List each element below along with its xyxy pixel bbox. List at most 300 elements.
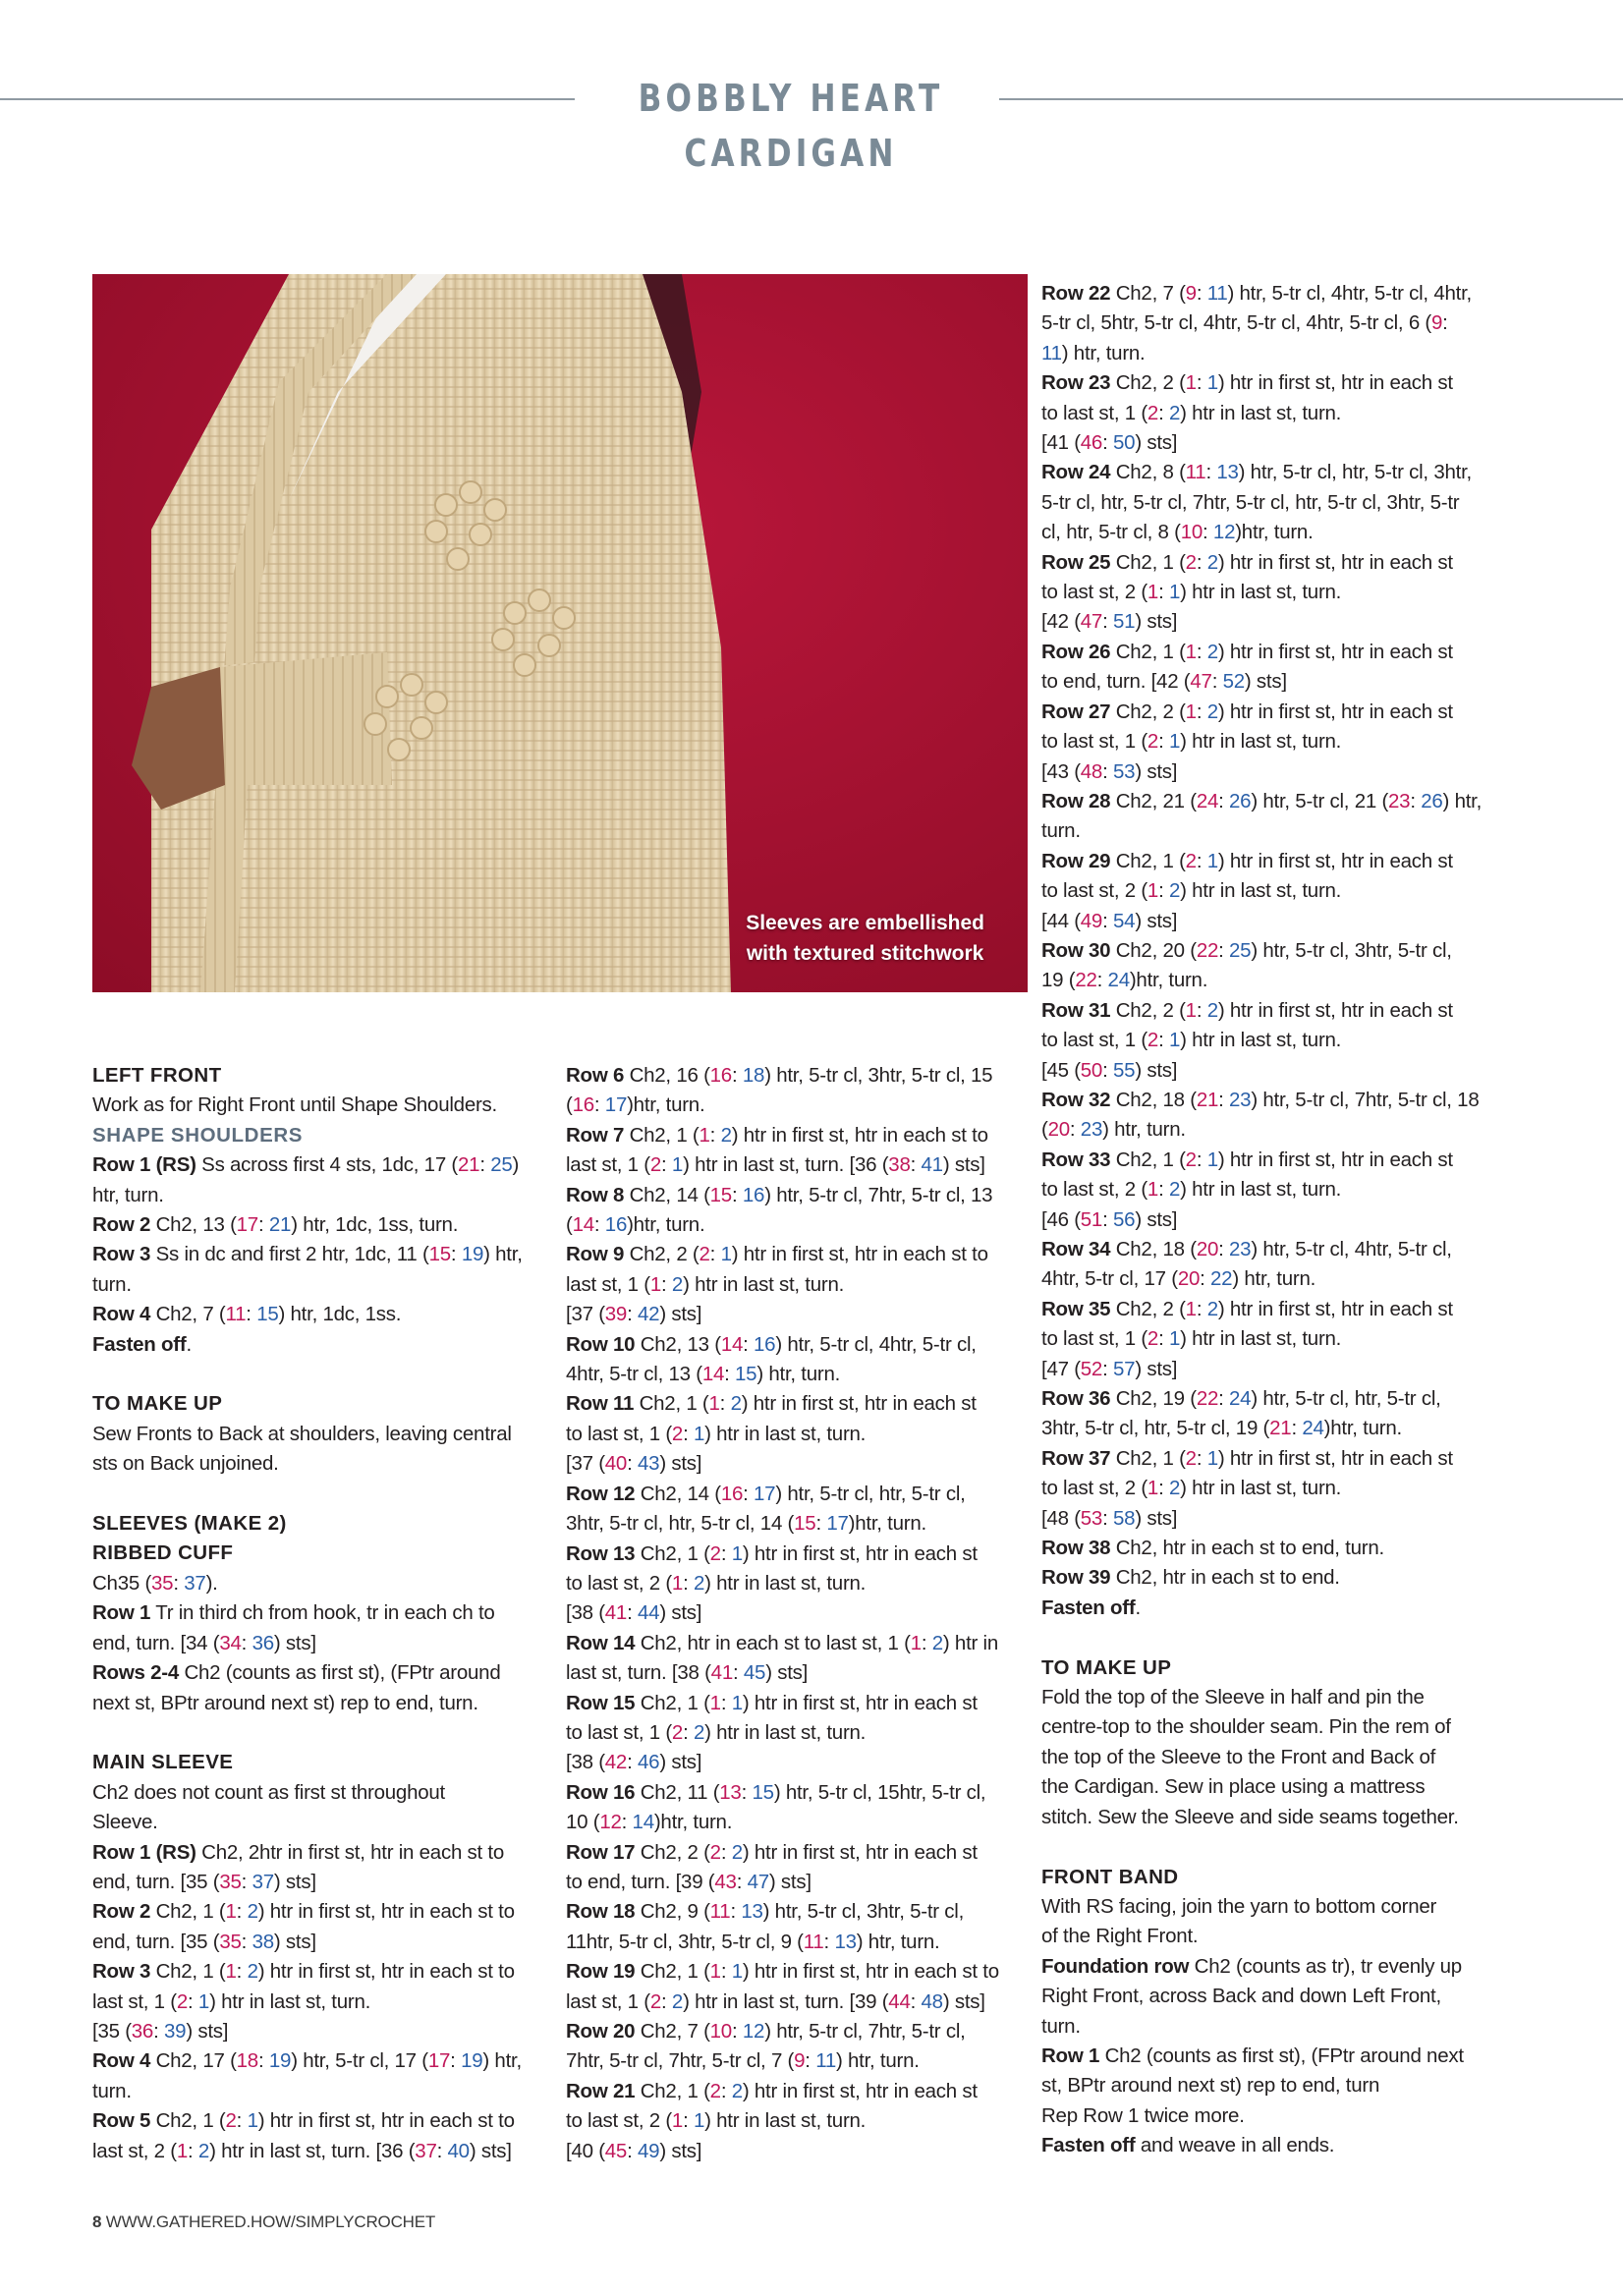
instruction-text: ) htr in first st, htr in each st xyxy=(1217,998,1453,1022)
pattern-column-left xyxy=(92,1061,534,2166)
size-value: 1 xyxy=(247,2109,258,2133)
instruction-text: [48 ( xyxy=(1041,1506,1081,1530)
instruction-text: ) sts] xyxy=(1135,1207,1178,1231)
size-value: 2 xyxy=(693,1571,705,1595)
row-label: Row 31 xyxy=(1041,998,1111,1022)
size-value: 42 xyxy=(638,1303,660,1326)
instruction-text: ) htr, xyxy=(1442,789,1483,812)
instruction-text: : xyxy=(593,1213,605,1237)
pattern-line xyxy=(566,2106,1018,2136)
instruction-text: [40 ( xyxy=(566,2139,605,2162)
row-label: Row 1 xyxy=(92,1601,151,1625)
instruction-text: ) htr, 5-tr cl, 21 ( xyxy=(1251,789,1389,812)
size-value: 1 xyxy=(693,1422,705,1445)
row-label: Row 7 xyxy=(566,1123,625,1147)
pattern-line xyxy=(1041,1384,1493,1414)
size-value: 23 xyxy=(1229,1238,1252,1260)
pattern-line xyxy=(92,1629,534,1658)
row-label: Row 23 xyxy=(1041,371,1111,395)
instruction-text: Ch2, 13 ( xyxy=(150,1213,237,1237)
size-value: 22 xyxy=(1075,969,1097,992)
instruction-text: With RS facing, join the yarn to bottom corner xyxy=(1041,1894,1437,1918)
instruction-text: [41 ( xyxy=(1041,431,1081,455)
size-value: 13 xyxy=(741,1900,763,1924)
instruction-text: ) htr in first st, htr in each st to xyxy=(257,1960,515,1984)
pattern-line xyxy=(1041,1892,1493,1922)
size-value: 45 xyxy=(743,1661,766,1685)
size-value: 2 xyxy=(649,1989,662,2013)
size-value: 2 xyxy=(1206,1297,1218,1320)
size-value: 1 xyxy=(731,1691,743,1714)
size-value: 17 xyxy=(826,1512,849,1536)
instruction-text: ) htr in first st, htr in each st to xyxy=(731,1123,988,1147)
pattern-line xyxy=(1041,1175,1493,1204)
instruction-text: ) htr, 5-tr cl, 4htr, 5-tr cl, 4htr, xyxy=(1227,282,1472,305)
caption-line: Sleeves are embellished xyxy=(746,912,984,934)
instruction-text: 19 ( xyxy=(1041,969,1076,992)
instruction-text: Ch2, 18 ( xyxy=(1110,1238,1197,1260)
size-value: 1 xyxy=(1168,1029,1181,1052)
size-value: 1 xyxy=(731,1960,743,1984)
size-value: 2 xyxy=(1206,550,1218,574)
pattern-line xyxy=(92,2137,534,2166)
row-label: Row 8 xyxy=(566,1183,625,1206)
instruction-text: [42 ( xyxy=(1041,610,1081,634)
size-value: 2 xyxy=(730,1392,742,1416)
size-value: 44 xyxy=(638,1601,660,1625)
size-value: 52 xyxy=(1080,1357,1103,1380)
size-value: 12 xyxy=(1212,521,1236,544)
instruction-text: [45 ( xyxy=(1041,1058,1081,1082)
instruction-text: : xyxy=(736,1870,748,1893)
instruction-text: : xyxy=(921,1631,932,1654)
instruction-text: Ch2, 1 ( xyxy=(624,1123,700,1147)
instruction-text: [47 ( xyxy=(1041,1357,1081,1380)
instruction-text: Ch2, 1 ( xyxy=(1110,1148,1186,1171)
size-value: 1 xyxy=(671,2109,684,2133)
pattern-line xyxy=(566,1988,1018,2017)
instruction-text: : xyxy=(720,1541,732,1565)
pattern-line xyxy=(1041,428,1493,458)
instruction-text: : xyxy=(1196,371,1207,395)
instruction-text: last st, 1 ( xyxy=(566,1989,650,2013)
instruction-text: [46 ( xyxy=(1041,1207,1081,1231)
pattern-line xyxy=(1041,578,1493,607)
instruction-text: 5-tr cl, 5htr, 5-tr cl, 4htr, 5-tr cl, 4htr, 5-tr cl, 6 ( xyxy=(1041,311,1431,335)
pattern-line xyxy=(1041,1264,1493,1294)
instruction-text: Ch2, htr in each st to last st, 1 ( xyxy=(635,1631,911,1654)
instruction-text: : xyxy=(236,1960,248,1984)
pattern-line xyxy=(566,1509,1018,1539)
row-label: Row 6 xyxy=(566,1064,625,1087)
instruction-text: Ch2, 2htr in first st, htr in each st to xyxy=(196,1840,505,1864)
instruction-text: ) sts] xyxy=(186,2019,229,2043)
instruction-text: Ch2, 1 ( xyxy=(150,2109,226,2133)
size-value: 17 xyxy=(754,1482,776,1505)
instruction-text: ) htr in last st, turn. xyxy=(1180,1178,1342,1202)
pattern-line xyxy=(92,1928,534,1957)
pattern-line xyxy=(1041,667,1493,697)
size-value: 1 xyxy=(1147,879,1159,903)
instruction-text: to end, turn. [42 ( xyxy=(1041,670,1191,694)
size-value: 24 xyxy=(1107,969,1130,992)
size-value: 15 xyxy=(752,1780,774,1804)
instruction-text: : xyxy=(720,1960,732,1984)
instruction-text: : xyxy=(1196,1297,1207,1320)
size-value: 2 xyxy=(1185,1148,1197,1171)
instruction-text: to last st, 2 ( xyxy=(1041,879,1147,903)
pattern-line xyxy=(566,1540,1018,1569)
row-label: Row 24 xyxy=(1041,461,1111,484)
pattern-line xyxy=(1041,1235,1493,1264)
size-value: 48 xyxy=(1080,759,1103,783)
instruction-text: : xyxy=(627,1303,638,1326)
instruction-text: : xyxy=(257,1213,269,1237)
instruction-text: ) htr, 5-tr cl, 3htr, 5-tr cl, 15 xyxy=(764,1064,993,1087)
instruction-text: ) sts] xyxy=(1135,1357,1178,1380)
instruction-text: : xyxy=(627,1452,638,1476)
instruction-text: Ch2, 19 ( xyxy=(1110,1387,1197,1411)
instruction-text: : xyxy=(627,1751,638,1774)
size-value: 2 xyxy=(693,1720,705,1744)
instruction-text: : xyxy=(1069,1118,1081,1142)
instruction-text: ) sts] xyxy=(1135,431,1178,455)
pattern-line xyxy=(566,1389,1018,1419)
pattern-line xyxy=(1041,607,1493,637)
pattern-line xyxy=(1041,876,1493,906)
size-value: 1 xyxy=(1168,1327,1181,1351)
size-value: 34 xyxy=(219,1631,242,1654)
size-value: 2 xyxy=(197,2139,210,2162)
size-value: 2 xyxy=(699,1243,710,1266)
instruction-text: ). xyxy=(205,1571,218,1595)
instruction-text: ) htr, 1dc, 1ss, turn. xyxy=(291,1213,459,1237)
instruction-text: : xyxy=(1196,1148,1207,1171)
size-value: 1 xyxy=(1206,371,1218,395)
pattern-line xyxy=(92,1988,534,2017)
pattern-line xyxy=(566,2137,1018,2166)
pattern-line xyxy=(566,1928,1018,1957)
instruction-text: Ss in dc and first 2 htr, 1dc, 11 ( xyxy=(150,1243,429,1266)
photo-caption xyxy=(746,908,984,969)
pattern-line xyxy=(1041,757,1493,787)
instruction-text: sts on Back unjoined. xyxy=(92,1452,279,1476)
size-value: 17 xyxy=(604,1093,628,1117)
instruction-text: ) htr in first st, htr in each st xyxy=(1217,700,1453,723)
size-value: 1 xyxy=(1185,998,1197,1022)
pattern-line xyxy=(566,1300,1018,1329)
pattern-line xyxy=(92,1270,534,1300)
page-footer xyxy=(92,2212,435,2232)
instruction-text: ) htr in first st, htr in each st to xyxy=(257,2109,515,2133)
instruction-text: ) htr in last st, turn. xyxy=(1180,1477,1342,1500)
row-label: Rows 2-4 xyxy=(92,1661,179,1685)
size-value: 10 xyxy=(1180,521,1203,544)
size-value: 1 xyxy=(731,1541,743,1565)
instruction-text: : xyxy=(1096,969,1108,992)
instruction-text: ) htr, xyxy=(482,2049,522,2073)
size-value: 1 xyxy=(1168,730,1181,754)
size-value: 50 xyxy=(1113,431,1136,455)
instruction-text: : xyxy=(627,2139,638,2162)
size-value: 11 xyxy=(709,1900,731,1924)
row-label: Row 35 xyxy=(1041,1297,1111,1320)
pattern-line xyxy=(1041,2012,1493,2042)
instruction-text: : xyxy=(450,2049,462,2073)
instruction-text: : xyxy=(1158,401,1169,424)
instruction-text: ) htr in first st, htr in each st xyxy=(1217,1446,1453,1470)
instruction-text: 3htr, 5-tr cl, htr, 5-tr cl, 19 ( xyxy=(1041,1417,1270,1440)
size-value: 49 xyxy=(1080,909,1103,932)
instruction-text: Ch2, 1 ( xyxy=(635,2079,710,2102)
instruction-text: : xyxy=(436,2139,448,2162)
instruction-text: Ch2, 9 ( xyxy=(635,1900,710,1924)
instruction-text: : xyxy=(1158,879,1169,903)
size-value: 15 xyxy=(735,1363,757,1386)
pattern-line xyxy=(566,2077,1018,2106)
pattern-line xyxy=(566,1181,1018,1210)
instruction-text: 4htr, 5-tr cl, 17 ( xyxy=(1041,1267,1178,1291)
instruction-text: ) htr in first st, htr in each st to xyxy=(257,1900,515,1924)
instruction-text: : xyxy=(593,1093,605,1117)
row-label: Row 5 xyxy=(92,2109,151,2133)
instruction-text: Ch2, 14 ( xyxy=(624,1183,710,1206)
instruction-text: ) htr, 5-tr cl, 15htr, 5-tr cl, xyxy=(773,1780,986,1804)
pattern-line xyxy=(92,1300,534,1329)
header-rule-left xyxy=(0,98,575,100)
size-value: 1 xyxy=(1185,640,1197,663)
pattern-column-middle xyxy=(566,1061,1018,2166)
size-value: 41 xyxy=(604,1601,628,1625)
section-heading: TO MAKE UP xyxy=(1041,1655,1172,1679)
size-value: 45 xyxy=(604,2139,628,2162)
row-label: Row 33 xyxy=(1041,1148,1111,1171)
row-label: Row 20 xyxy=(566,2020,636,2043)
size-value: 42 xyxy=(604,1751,628,1774)
size-value: 19 xyxy=(268,2049,292,2073)
pattern-line xyxy=(1041,847,1493,876)
pattern-line xyxy=(1041,1444,1493,1474)
instruction-text: ) htr, 5-tr cl, 7htr, 5-tr cl, 18 xyxy=(1251,1088,1480,1111)
pattern-line xyxy=(1041,2101,1493,2131)
instruction-text: : xyxy=(683,1720,694,1744)
instruction-text: ) sts] xyxy=(273,1930,316,1953)
pattern-line xyxy=(1041,1146,1493,1175)
size-value: 16 xyxy=(742,1183,765,1206)
pattern-line xyxy=(1041,727,1493,756)
size-value: 39 xyxy=(164,2019,187,2043)
pattern-line xyxy=(1041,1086,1493,1115)
instruction-text: : xyxy=(1196,700,1207,723)
row-label: Row 13 xyxy=(566,1541,636,1565)
size-value: 22 xyxy=(1196,938,1219,962)
instruction-text: : xyxy=(1205,461,1217,484)
size-value: 1 xyxy=(225,1960,237,1984)
size-value: 15 xyxy=(794,1512,816,1536)
size-value: 2 xyxy=(1147,1029,1159,1052)
size-value: 15 xyxy=(428,1243,451,1266)
instruction-text: Ch2, 2 ( xyxy=(1110,700,1186,723)
cardigan-photo xyxy=(92,274,1028,992)
size-value: 25 xyxy=(1229,938,1252,962)
pattern-line xyxy=(92,1240,534,1269)
section-heading: LEFT FRONT xyxy=(92,1064,222,1087)
pattern-line xyxy=(1041,1712,1493,1742)
instruction-text: )htr, turn. xyxy=(1129,969,1208,992)
instruction-text: ) sts] xyxy=(1135,610,1178,634)
size-value: 13 xyxy=(1216,461,1239,484)
size-value: 14 xyxy=(720,1332,744,1356)
caption-line: with textured stitchwork xyxy=(746,942,984,965)
pattern-line xyxy=(92,1420,534,1449)
size-value: 19 xyxy=(461,1243,484,1266)
instruction-text: [37 ( xyxy=(566,1303,605,1326)
size-value: 49 xyxy=(638,2139,660,2162)
instruction-text: : xyxy=(683,1571,694,1595)
row-label: Row 39 xyxy=(1041,1566,1111,1590)
instruction-text: ) sts] xyxy=(942,1989,985,2013)
pattern-line xyxy=(1041,1534,1493,1563)
size-value: 1 xyxy=(709,1960,721,1984)
instruction-text: : xyxy=(683,1422,694,1445)
size-value: 35 xyxy=(219,1930,242,1953)
size-value: 2 xyxy=(247,1900,258,1924)
instruction-text: ) htr in last st, turn. [36 ( xyxy=(209,2139,416,2162)
instruction-text: Ch2 does not count as first st throughout xyxy=(92,1780,445,1804)
instruction-text: )htr, turn. xyxy=(848,1512,926,1536)
instruction-text: ) htr, turn. xyxy=(1102,1118,1186,1142)
size-value: 54 xyxy=(1113,909,1136,932)
instruction-text: )htr, turn. xyxy=(627,1093,705,1117)
instruction-text: and weave in all ends. xyxy=(1135,2134,1335,2157)
instruction-text: ) htr in last st, turn. xyxy=(704,1720,867,1744)
pattern-line xyxy=(92,2106,534,2136)
size-value: 21 xyxy=(458,1153,480,1177)
pattern-line xyxy=(566,1748,1018,1777)
instruction-text: )htr, turn. xyxy=(627,1213,705,1237)
instruction-text: Right Front, across Back and down Left Front, xyxy=(1041,1985,1441,2008)
row-label: Row 2 xyxy=(92,1213,151,1237)
instruction-text: ) htr, 5-tr cl, 4htr, 5-tr cl, xyxy=(1251,1238,1452,1260)
pattern-line xyxy=(1041,548,1493,578)
size-value: 2 xyxy=(720,1123,732,1147)
size-value: 2 xyxy=(709,2079,721,2102)
instruction-text: to last st, 1 ( xyxy=(1041,730,1147,754)
pattern-line xyxy=(1041,1803,1493,1832)
size-value: 1 xyxy=(1147,581,1159,604)
instruction-text: ) htr, 5-tr cl, 17 ( xyxy=(291,2049,428,2073)
instruction-text: ) htr in first st, htr in each st xyxy=(741,1392,977,1416)
instruction-text: : xyxy=(743,1332,755,1356)
instruction-text: 10 ( xyxy=(566,1811,600,1834)
instruction-text: ) htr, turn. xyxy=(856,1930,940,1953)
pattern-line xyxy=(566,1240,1018,1269)
instruction-text: ) htr, turn. xyxy=(1061,341,1146,364)
instruction-text: : xyxy=(1102,909,1113,932)
pattern-line xyxy=(92,1838,534,1868)
instruction-text: Ch2, 1 ( xyxy=(635,1691,710,1714)
instruction-text: : xyxy=(1158,1327,1169,1351)
size-value: 47 xyxy=(1190,670,1212,694)
size-value: 51 xyxy=(1113,610,1136,634)
instruction-text: to last st, 2 ( xyxy=(1041,1178,1147,1202)
instruction-text: ) sts] xyxy=(1135,759,1178,783)
size-value: 51 xyxy=(1080,1207,1103,1231)
size-value: 35 xyxy=(151,1571,174,1595)
pattern-line xyxy=(566,1091,1018,1120)
instruction-text: : xyxy=(731,2020,743,2043)
pattern-line xyxy=(566,1270,1018,1300)
instruction-text: ( xyxy=(566,1093,573,1117)
instruction-text: Ss across first 4 sts, 1dc, 17 ( xyxy=(196,1153,459,1177)
pattern-line xyxy=(1041,399,1493,428)
instruction-text: . xyxy=(186,1332,192,1356)
instruction-text: htr, turn. xyxy=(92,1183,164,1206)
instruction-text: ) htr in last st, turn. xyxy=(1180,581,1342,604)
pattern-line xyxy=(566,1121,1018,1150)
pattern-line xyxy=(92,2017,534,2046)
size-value: 21 xyxy=(268,1213,292,1237)
section-heading: MAIN SLEEVE xyxy=(92,1751,234,1774)
size-value: 37 xyxy=(252,1870,274,1893)
pattern-line xyxy=(566,1569,1018,1598)
size-value: 16 xyxy=(604,1213,628,1237)
pattern-line xyxy=(1041,936,1493,966)
instruction-text: [35 ( xyxy=(92,2019,132,2043)
size-value: 21 xyxy=(1196,1088,1219,1111)
size-value: 2 xyxy=(1147,1327,1159,1351)
instruction-text: : xyxy=(1218,938,1230,962)
size-value: 11 xyxy=(815,2049,836,2073)
pattern-line xyxy=(1041,698,1493,727)
instruction-text: ) htr in last st, turn. xyxy=(1180,1029,1342,1052)
instruction-text: end, turn. [35 ( xyxy=(92,1870,220,1893)
size-value: 26 xyxy=(1229,789,1252,812)
instruction-text: : xyxy=(1102,759,1113,783)
instruction-text: Ch2, 16 ( xyxy=(624,1064,710,1087)
pattern-line xyxy=(92,1150,534,1180)
pattern-line xyxy=(1041,368,1493,398)
size-value: 2 xyxy=(709,1541,721,1565)
instruction-text: ) sts] xyxy=(659,1601,702,1625)
instruction-text: to last st, 2 ( xyxy=(566,1571,672,1595)
instruction-text: : xyxy=(188,2139,198,2162)
pattern-line xyxy=(1041,1355,1493,1384)
instruction-text: Ch2, 2 ( xyxy=(1110,371,1186,395)
pattern-line xyxy=(566,2046,1018,2076)
size-value: 24 xyxy=(1302,1417,1324,1440)
section-gap xyxy=(1041,1623,1493,1652)
instruction-text: : xyxy=(1158,1178,1169,1202)
instruction-text: : xyxy=(743,1482,755,1505)
instruction-text: ) htr in xyxy=(942,1631,999,1654)
size-value: 2 xyxy=(1147,401,1159,424)
pattern-line xyxy=(1041,518,1493,547)
size-value: 11 xyxy=(803,1930,824,1953)
size-value: 58 xyxy=(1113,1506,1136,1530)
row-label: Row 26 xyxy=(1041,640,1111,663)
instruction-text: : xyxy=(1196,282,1207,305)
instruction-text: : xyxy=(683,2109,694,2133)
instruction-text: : xyxy=(1291,1417,1303,1440)
size-value: 23 xyxy=(1388,789,1411,812)
instruction-text: ) htr, 5-tr cl, 3htr, 5-tr cl, xyxy=(762,1900,965,1924)
instruction-text: to end, turn. [39 ( xyxy=(566,1870,715,1893)
size-value: 25 xyxy=(490,1153,513,1177)
row-label: Row 1 (RS) xyxy=(92,1153,196,1177)
pattern-column-right xyxy=(1041,279,1493,2161)
size-value: 10 xyxy=(709,2020,732,2043)
